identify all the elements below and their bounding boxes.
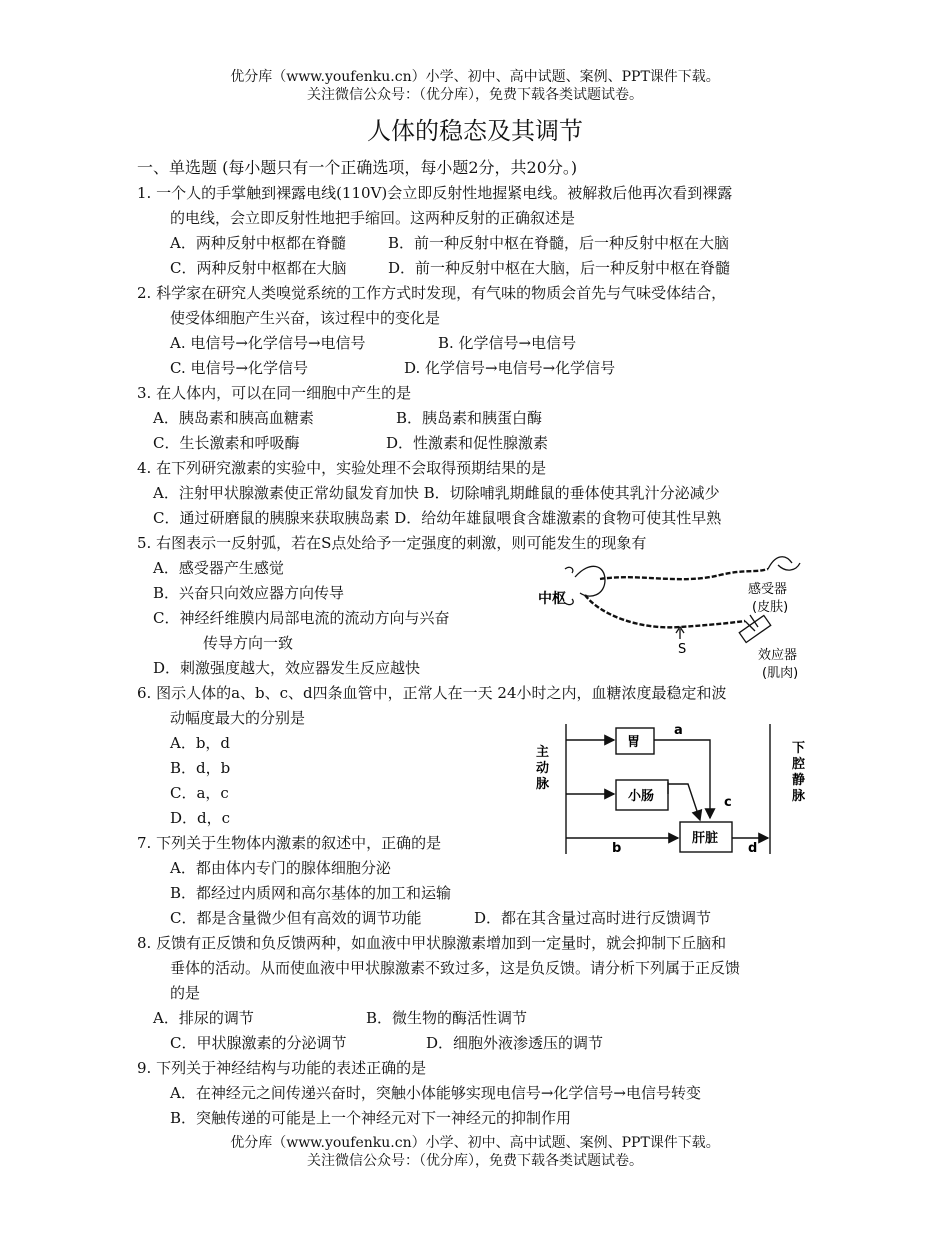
vein-char-4: 脉 — [792, 789, 806, 804]
sensory-neuron — [600, 569, 768, 579]
q1-stem-line2: 的电线，会立即反射性地把手缩回。这两种反射的正确叙述是 — [170, 209, 576, 227]
q8-stem-line3: 的是 — [170, 984, 201, 1002]
q6-option-b: B．d，b — [170, 759, 231, 777]
label-d: d — [748, 841, 758, 856]
q1-option-c: C．两种反射中枢都在大脑 — [170, 259, 347, 277]
q1-stem-line1: 1. 一个人的手掌触到裸露电线(110V)会立即反射性地握紧电线。被解救后他再次看到裸露 — [137, 184, 733, 202]
liver-label: 肝脏 — [692, 831, 719, 846]
footer-line-2: 关注微信公众号：（优分库），免费下载各类试题试卷。 — [307, 1153, 643, 1169]
q4-options-cd: C．通过研磨鼠的胰腺来获取胰岛素 D．给幼年雄鼠喂食含雄激素的食物可使其性早熟 — [153, 509, 722, 527]
q1-option-a: A．两种反射中枢都在脊髓 — [170, 234, 346, 252]
motor-neuron — [585, 595, 745, 627]
q8-stem-line1: 8. 反馈有正反馈和负反馈两种，如血液中甲状腺激素增加到一定量时，就会抑制下丘脑和 — [137, 934, 727, 952]
q2-stem-line2: 使受体细胞产生兴奋，该过程中的变化是 — [170, 309, 441, 327]
q5-option-b: B．兴奋只向效应器方向传导 — [153, 584, 345, 602]
q2-option-c: C. 电信号→化学信号 — [170, 359, 309, 377]
artery-char-1: 主 — [536, 745, 550, 760]
q1-option-b: B．前一种反射中枢在脊髓，后一种反射中枢在大脑 — [388, 234, 730, 252]
q3-option-b: B．胰岛素和胰蛋白酶 — [396, 409, 543, 427]
q6-stem-line1: 6. 图示人体的a、b、c、d四条血管中，正常人在一天 24小时之内，血糖浓度最稳定和波 — [137, 684, 727, 702]
q3-stem-line1: 3. 在人体内，可以在同一细胞中产生的是 — [137, 384, 412, 402]
header-line-1: 优分库（www.youfenku.cn）小学、初中、高中试题、案例、PPT课件下载。 — [230, 69, 720, 85]
stomach-label: 胃 — [627, 735, 641, 750]
receptor-skin — [768, 557, 800, 570]
q3-option-c: C．生长激素和呼吸酶 — [153, 434, 300, 452]
q3-option-a: A．胰岛素和胰高血糖素 — [153, 409, 314, 427]
q4-stem-line1: 4. 在下列研究激素的实验中，实验处理不会取得预期结果的是 — [137, 459, 547, 477]
q5-option-a: A．感受器产生感觉 — [153, 559, 284, 577]
q9-stem-line1: 9. 下列关于神经结构与功能的表述正确的是 — [137, 1059, 427, 1077]
intestine-label: 小肠 — [628, 789, 655, 804]
central-neuron-loop — [575, 566, 605, 596]
q8-option-a: A．排尿的调节 — [153, 1009, 254, 1027]
vein-char-3: 静 — [792, 773, 806, 788]
effector-muscle — [739, 615, 770, 642]
q2-stem-line1: 2. 科学家在研究人类嗅觉系统的工作方式时发现，有气味的物质会首先与气味受体结合， — [137, 284, 727, 302]
q8-option-b: B．微生物的酶活性调节 — [366, 1009, 528, 1027]
section-heading: 一、单选题 (每小题只有一个正确选项，每小题2分，共20分。) — [137, 158, 578, 177]
q5-option-d: D．刺激强度越大，效应器发生反应越快 — [153, 659, 421, 677]
vessel-a — [654, 740, 710, 818]
q2-option-a: A. 电信号→化学信号→电信号 — [170, 334, 366, 352]
blood-vessel-figure — [528, 722, 818, 858]
artery-char-2: 动 — [536, 761, 550, 776]
receptor-sub-label: (皮肤) — [752, 600, 789, 615]
q1-option-d: D．前一种反射中枢在大脑，后一种反射中枢在脊髓 — [388, 259, 731, 277]
artery-char-3: 脉 — [536, 777, 550, 792]
q7-stem-line1: 7. 下列关于生物体内激素的叙述中，正确的是 — [137, 834, 442, 852]
header-line-2: 关注微信公众号：（优分库），免费下载各类试题试卷。 — [307, 87, 643, 103]
q6-option-c: C．a，c — [170, 784, 229, 802]
q8-stem-line2: 垂体的活动。从而使血液中甲状腺激素不致过多，这是负反馈。请分析下列属于正反馈 — [170, 959, 741, 977]
q5-option-c-line2: 传导方向一致 — [203, 634, 294, 652]
q2-option-d: D. 化学信号→电信号→化学信号 — [404, 359, 616, 377]
q6-stem-line2: 动幅度最大的分别是 — [170, 709, 306, 727]
center-label: 中枢 — [538, 591, 566, 607]
label-c: c — [724, 795, 732, 810]
q6-option-a: A．b，d — [170, 734, 231, 752]
q7-option-b: B．都经过内质网和高尔基体的加工和运输 — [170, 884, 452, 902]
reflex-arc-figure — [530, 555, 820, 685]
q2-option-b: B. 化学信号→电信号 — [438, 334, 577, 352]
q6-option-d: D．d，c — [170, 809, 231, 827]
q8-option-d: D．细胞外液渗透压的调节 — [426, 1034, 604, 1052]
vein-char-2: 腔 — [792, 757, 806, 772]
q5-stem-line1: 5. 右图表示一反射弧，若在S点处给予一定强度的刺激，则可能发生的现象有 — [137, 534, 647, 552]
q9-option-b: B．突触传递的可能是上一个神经元对下一神经元的抑制作用 — [170, 1109, 572, 1127]
footer-line-1: 优分库（www.youfenku.cn）小学、初中、高中试题、案例、PPT课件下载。 — [230, 1135, 720, 1151]
effector-sub-label: (肌肉) — [762, 666, 799, 681]
vessel-c — [668, 784, 700, 820]
label-b: b — [612, 841, 622, 856]
q4-options-ab: A．注射甲状腺激素使正常幼鼠发育加快 B．切除哺乳期雌鼠的垂体使其乳汁分泌减少 — [153, 484, 720, 502]
q7-option-d: D．都在其含量过高时进行反馈调节 — [474, 909, 712, 927]
effector-label: 效应器 — [758, 648, 798, 663]
s-label: S — [678, 642, 687, 657]
q9-option-a: A．在神经元之间传递兴奋时，突触小体能够实现电信号→化学信号→电信号转变 — [170, 1084, 701, 1102]
q5-option-c-line1: C．神经纤维膜内局部电流的流动方向与兴奋 — [153, 609, 450, 627]
q3-option-d: D．性激素和促性腺激素 — [386, 434, 549, 452]
q7-option-a: A．都由体内专门的腺体细胞分泌 — [170, 859, 391, 877]
page-title: 人体的稳态及其调节 — [367, 117, 583, 145]
receptor-label: 感受器 — [748, 582, 788, 597]
q7-option-c: C．都是含量微少但有高效的调节功能 — [170, 909, 422, 927]
q8-option-c: C．甲状腺激素的分泌调节 — [170, 1034, 347, 1052]
label-a: a — [674, 723, 683, 738]
vein-char-1: 下 — [792, 741, 806, 756]
